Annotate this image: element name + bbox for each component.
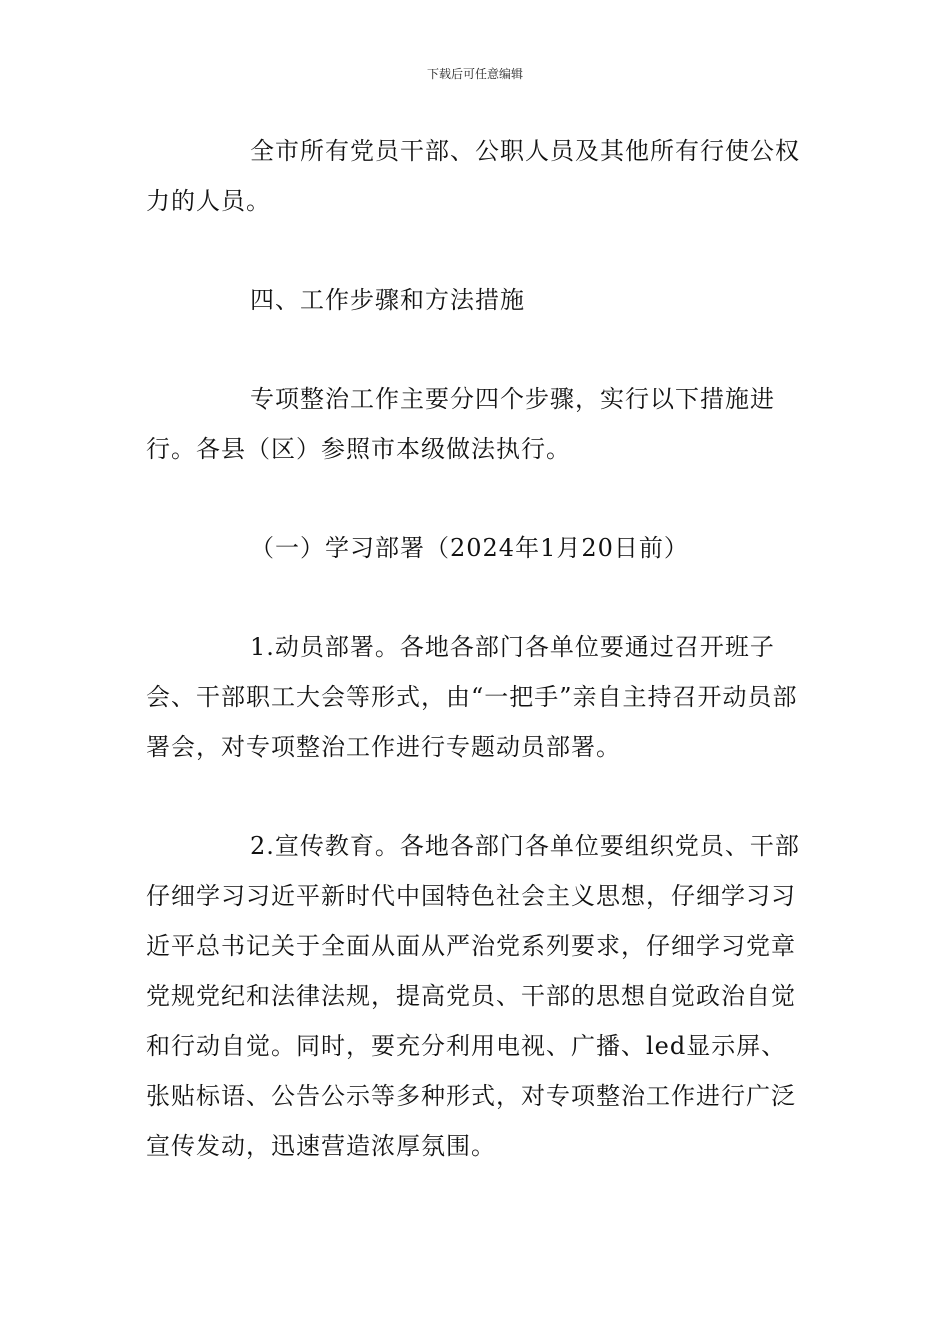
paragraph-publicity: 2.宣传教育。各地各部门各单位要组织党员、干部仔细学习习近平新时代中国特色社会主义思想，仔细学习习近平总书记关于全面从面从严治党系列要求，仔细学习党章党规党纪和法律法规，提高党员、干部的思想自觉政治自觉和行动自觉。同时，要充分利用电视、广播、led显示屏、张贴标语、公告公示等多种形式，对专项整治工作进行广泛宣传发动，迅速营造浓厚氛围。 — [146, 832, 800, 1160]
paragraph-scope: 全市所有党员干部、公职人员及其他所有行使公权力的人员。 — [146, 137, 800, 215]
paragraph-mobilization: 1.动员部署。各地各部门各单位要通过召开班子会、干部职工大会等形式，由“一把手”亲自主持召开动员部署会，对专项整治工作进行专题动员部署。 — [146, 633, 798, 761]
section-heading-4: 四、工作步骤和方法措施 — [250, 286, 525, 314]
page-header-note: 下载后可任意编辑 — [426, 67, 523, 81]
subsection-heading-1: （一）学习部署（2024年1月20日前） — [250, 534, 689, 562]
paragraph-steps: 专项整治工作主要分四个步骤，实行以下措施进行。各县（区）参照市本级做法执行。 — [146, 385, 775, 463]
